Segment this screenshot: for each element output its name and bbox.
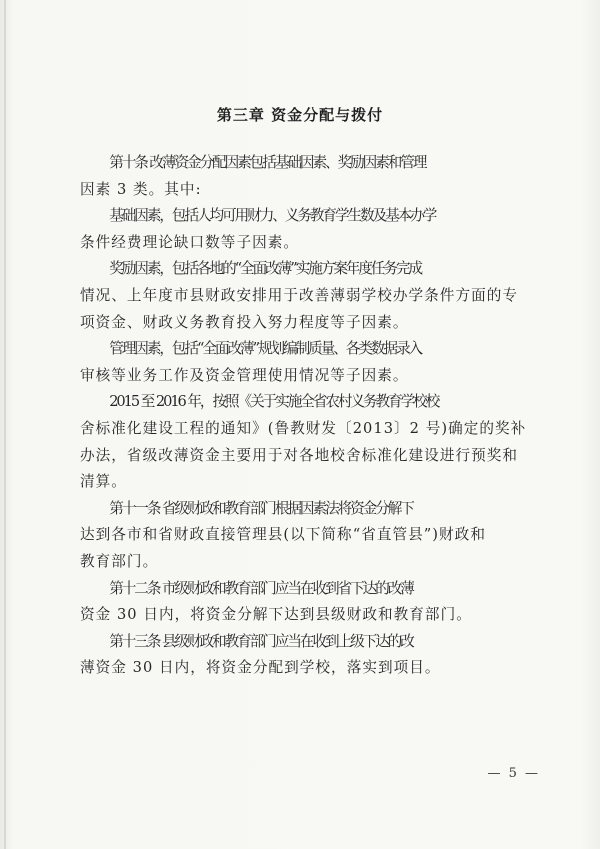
text-line: 因素 3 类。其中:: [80, 180, 202, 198]
text-line: 审核等业务工作及资金管理使用情况等子因素。: [80, 366, 409, 384]
paragraph: [80, 256, 536, 336]
text-line: 管理因素，包括“全面改薄”规划编制质量、各类数据录入: [109, 340, 422, 358]
paragraph: [80, 150, 536, 203]
text-line: 基础因素，包括人均可用财力、义务教育学生数及基本办学: [109, 207, 436, 225]
paragraph: [80, 336, 536, 389]
page-number: — 5 —: [487, 766, 540, 781]
chapter-title: 第三章 资金分配与拨付: [216, 106, 384, 124]
paragraph: [80, 203, 536, 256]
paragraph: [80, 576, 536, 629]
text-line: 达到各市和省财政直接管理县(以下简称“省直管县”)财政和: [80, 526, 486, 544]
text-line: 奖励因素，包括各地的“全面改薄”实施方案年度任务完成: [109, 260, 422, 278]
body-text: [80, 150, 536, 682]
text-line: 第十三条 县级财政和教育部门应当在收到上级下达的改: [109, 632, 413, 650]
scan-edge: [4, 0, 6, 849]
paragraph: [80, 629, 536, 682]
text-line: 资金 30 日内，将资金分解下达到县级财政和教育部门。: [80, 606, 472, 624]
text-line: 项资金、财政义务教育投入努力程度等子因素。: [80, 313, 409, 331]
text-line: 教育部门。: [80, 552, 159, 570]
text-line: 薄资金 30 日内，将资金分配到学校，落实到项目。: [80, 659, 441, 677]
text-line: 情况、上年度市县财政安排用于改善薄弱学校办学条件方面的专: [80, 286, 519, 304]
text-line: 第十条 改薄资金分配因素包括基础因素、奖励因素和管理: [109, 154, 426, 171]
text-line: 清算。: [80, 473, 127, 491]
text-line: 2015 至 2016 年，按照《关于实施全省农村义务教育学校校: [109, 393, 439, 411]
text-line: 条件经费理论缺口数等子因素。: [80, 233, 300, 251]
paragraph: [80, 496, 536, 576]
text-line: 办法，省级改薄资金主要用于对各地校舍标准化建设进行预奖和: [80, 446, 519, 464]
text-line: 舍标准化建设工程的通知》(鲁教财发〔2013〕2 号)确定的奖补: [80, 419, 527, 437]
text-line: 第十一条 省级财政和教育部门根据因素法将资金分解下: [109, 499, 413, 517]
text-line: 第十二条 市级财政和教育部门应当在收到省下达的改薄: [109, 579, 413, 597]
paragraph: [80, 389, 536, 495]
